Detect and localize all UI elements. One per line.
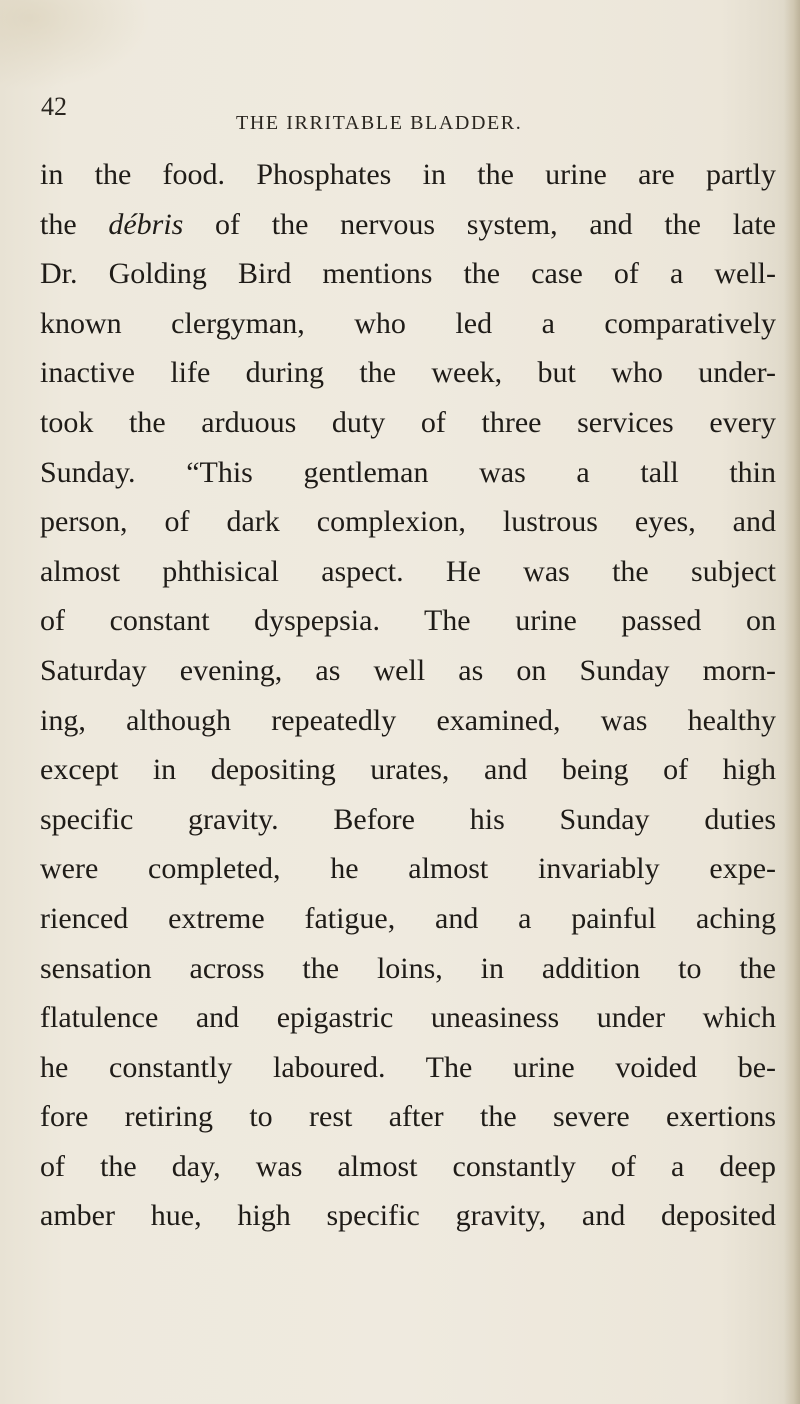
- text-line: of the day, was almost constantly of a deep: [40, 1149, 776, 1183]
- text-line: specific gravity. Before his Sunday duties: [40, 802, 776, 836]
- text-line: flatulence and epigastric uneasiness under which: [40, 1001, 776, 1035]
- body-text: [40, 150, 776, 1241]
- text-line: in the food. Phosphates in the urine are partly: [40, 158, 776, 191]
- paper-stain: [0, 0, 150, 90]
- text-line: were completed, he almost invariably expe-: [40, 852, 776, 886]
- page-edge-shadow: [784, 0, 800, 1404]
- text-line: rienced extreme fatigue, and a painful aching: [40, 901, 776, 935]
- text-line: Saturday evening, as well as on Sunday morn-: [40, 653, 776, 687]
- page-number: 42: [41, 92, 67, 121]
- text-line: took the arduous duty of three services every: [40, 405, 776, 439]
- text-line: person, of dark complexion, lustrous eyes, and: [40, 505, 776, 539]
- text-line: except in depositing urates, and being of high: [40, 753, 776, 787]
- text-line: the débris of the nervous system, and the late: [40, 207, 776, 241]
- text-line: almost phthisical aspect. He was the subject: [40, 554, 776, 588]
- text-line: inactive life during the week, but who under-: [40, 356, 776, 390]
- text-line: of constant dyspepsia. The urine passed on: [40, 604, 776, 638]
- text-line: fore retiring to rest after the severe exertions: [40, 1100, 776, 1134]
- text-line: ing, although repeatedly examined, was healthy: [40, 703, 776, 737]
- text-line: amber hue, high specific gravity, and deposited: [40, 1199, 776, 1233]
- text-line: he constantly laboured. The urine voided be-: [40, 1050, 776, 1084]
- text-line: sensation across the loins, in addition to the: [40, 951, 776, 985]
- text-line: Dr. Golding Bird mentions the case of a well-: [40, 257, 776, 291]
- text-line: known clergyman, who led a comparatively: [40, 306, 776, 340]
- text-line: Sunday. “This gentleman was a tall thin: [40, 455, 776, 489]
- running-head: THE IRRITABLE BLADDER.: [236, 112, 523, 134]
- italic-word: débris: [108, 207, 184, 241]
